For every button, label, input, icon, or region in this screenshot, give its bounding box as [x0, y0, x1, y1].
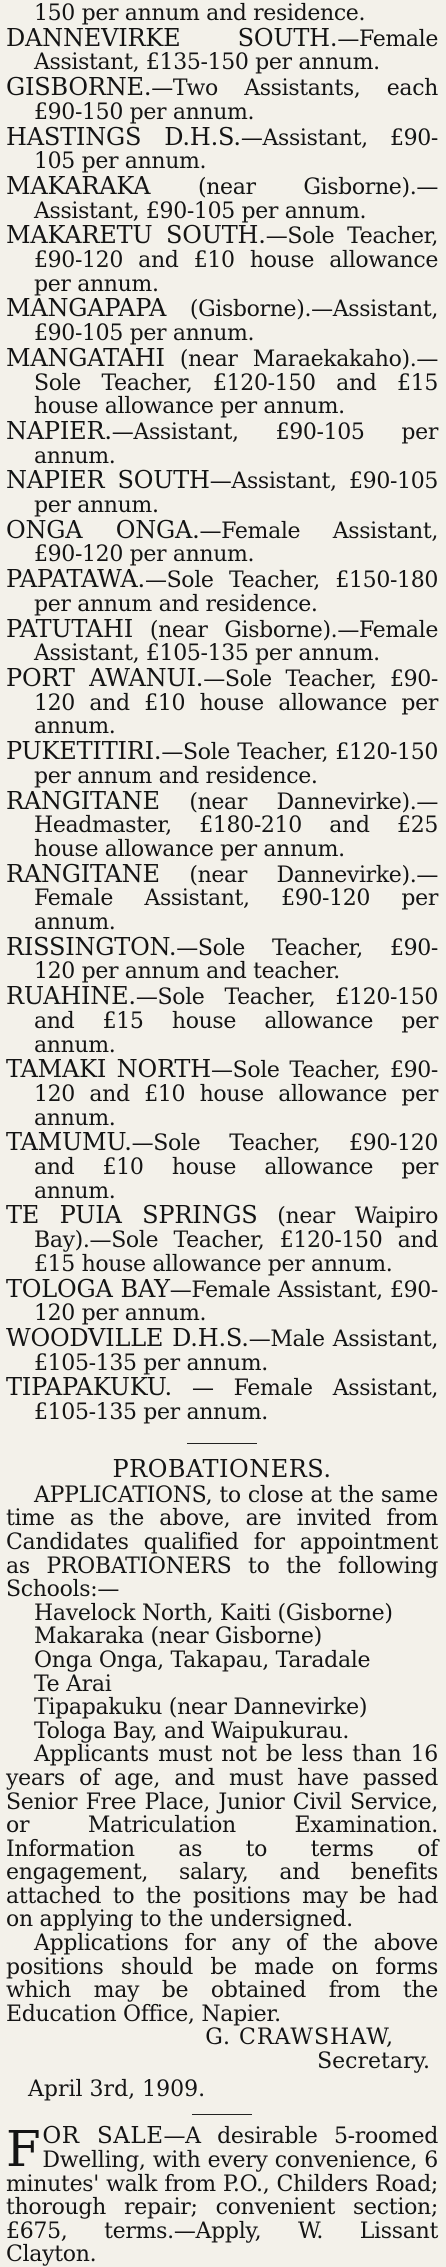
vacancy-item: [6, 1274, 438, 1327]
vacancy-item: [6, 663, 438, 740]
section-divider: [187, 1443, 257, 1444]
probationers-heading: PROBATIONERS.: [112, 1454, 332, 1483]
probationers-requirements: Applicants must not be less than 16 years of age, and must have passed Senior Free Place, Junior Civil Service, or Matriculation Examination. Information as to terms of engagement, salary, and benefits attached to the positions may be had on applying to the undersigned.: [6, 1742, 438, 1933]
vacancy-place: RANGITANE: [6, 786, 160, 815]
vacancy-text: —Female Assistant, £90-120 per annum.: [34, 1277, 438, 1327]
vacancy-text: (near Dannevirke).—Headmaster, £180-210 and £25 house allowance per annum.: [34, 789, 438, 862]
vacancy-text: —Female Assistant, £90-120 per annum.: [34, 518, 438, 568]
vacancy-item: [6, 343, 438, 420]
vacancy-place: NAPIER SOUTH: [6, 466, 210, 495]
for-sale-body: —A desirable 5-roomed Dwelling, with every convenience, 6 minutes' walk from P.O., Childers Road; thorough repair; convenient section; £675, terms.—Apply, W. Lissant Clayton.: [6, 2124, 438, 2267]
vacancy-text: (near Dannevirke).—Female Assistant, £90-120 per annum.: [34, 862, 438, 936]
vacancy-text: — Female Assistant, £105-135 per annum.: [34, 1376, 438, 1426]
for-sale-lead: OR SALE: [42, 2123, 164, 2150]
school-list-item: Tipapakuku (near Dannevirke): [34, 1695, 368, 1721]
vacancy-item: [6, 932, 438, 985]
probationers-forms: Applications for any of the above positions should be made on forms which may be obtained from the Education Office, Napier.: [6, 1931, 438, 2027]
vacancy-item: [6, 1128, 438, 1204]
vacancy-place: GISBORNE.: [6, 73, 152, 102]
vacancy-place: MANGATAHI: [6, 343, 165, 372]
vacancy-item: [6, 122, 438, 175]
signatory-title: Secretary.: [317, 2049, 430, 2075]
vacancy-place: RUAHINE.: [6, 982, 136, 1011]
vacancy-text: (Gisborne).—Assistant, £90-105 per annum.: [34, 297, 438, 347]
vacancy-text: —Female Assistant, £135-150 per annum.: [34, 26, 438, 76]
vacancy-item: [6, 171, 438, 224]
vacancy-item: [6, 982, 438, 1058]
vacancy-text: (near Waipiro Bay).—Sole Teacher, £120-150 and £15 house allowance per annum.: [34, 1204, 438, 1277]
vacancy-text: —Sole Teacher, £90-120 and £10 house allowance per annum.: [34, 1131, 438, 1204]
vacancy-text: —Assistant, £90-105 per annum.: [34, 125, 438, 175]
vacancy-item: [6, 1373, 438, 1426]
vacancy-item: [6, 565, 438, 617]
vacancy-place: NAPIER.: [6, 416, 112, 445]
vacancy-text: —Sole Teacher, £90-120 and £10 house allowance per annum.: [34, 224, 439, 297]
vacancy-place: WOODVILLE D.H.S.: [6, 1323, 249, 1352]
vacancy-place: MANGAPAPA: [6, 294, 167, 323]
vacancy-place: DANNEVIRKE SOUTH.: [6, 23, 338, 52]
for-sale-text: [6, 2120, 438, 2267]
drop-cap: F: [6, 2120, 41, 2179]
vacancy-place: ONGA ONGA.: [6, 515, 200, 544]
for-sale-notice: [6, 2120, 438, 2267]
vacancy-text: —Two Assistants, each £90-150 per annum.: [34, 76, 438, 125]
probationers-section: [6, 1456, 438, 2103]
vacancy-item: [6, 737, 438, 789]
school-list-item: Onga Onga, Takapau, Taradale: [34, 1647, 371, 1673]
vacancy-item: [6, 1055, 438, 1131]
vacancy-place: TAMAKI NORTH: [6, 1055, 211, 1084]
vacancy-list: [6, 2, 438, 1425]
school-list-item: Te Arai: [34, 1671, 112, 1697]
school-list-item: Havelock North, Kaiti (Gisborne): [34, 1600, 393, 1626]
vacancy-place: TE PUIA SPRINGS: [6, 1201, 258, 1230]
vacancy-place: PUKETITIRI.: [6, 737, 162, 766]
vacancy-place: MAKARETU SOUTH.: [6, 221, 266, 250]
section-divider: [192, 2114, 252, 2115]
vacancy-place: MAKARAKA: [6, 171, 151, 200]
vacancy-item: [6, 73, 438, 125]
vacancy-place: PAPATAWA.: [6, 565, 145, 594]
vacancy-text: (near Gisborne).—Female Assistant, £105-135 per annum.: [34, 617, 438, 667]
vacancy-place: TOLOGA BAY: [6, 1274, 170, 1303]
vacancy-text: (near Maraekakaho).—Sole Teacher, £120-150 and £15 house allowance per annum.: [34, 346, 438, 420]
vacancy-text: —Assistant, £90-105 per annum.: [34, 469, 439, 519]
vacancy-text: —Male Assistant, £105-135 per annum.: [34, 1326, 438, 1376]
vacancy-place: HASTINGS D.H.S.: [6, 122, 241, 151]
probationers-intro: APPLICATIONS, to close at the same time as the above, are invited from Candidates qualified for appointment as PROBATIONERS to the following Schools:—: [6, 1482, 438, 1603]
vacancy-text: —Sole Teacher, £120-150 per annum and residence.: [34, 740, 438, 789]
vacancy-text: —Sole Teacher, £150-180 per annum and residence.: [34, 568, 438, 617]
vacancy-item: [6, 221, 439, 297]
vacancy-item: [6, 1323, 438, 1376]
vacancy-item: [6, 294, 438, 347]
vacancy-item: [6, 515, 438, 568]
vacancy-place: PATUTAHI: [6, 614, 134, 643]
vacancy-text: —Sole Teacher, £120-150 and £15 house allowance per annum.: [34, 985, 438, 1058]
vacancy-item: [6, 786, 438, 862]
notice-date: April 3rd, 1909.: [28, 2077, 206, 2103]
vacancy-item: [6, 416, 438, 469]
vacancy-text: —Sole Teacher, £90-120 and £10 house allowance per annum.: [34, 666, 438, 740]
vacancy-item: [6, 1201, 438, 1277]
vacancy-text: —Sole Teacher, £90-120 per annum and teacher.: [34, 935, 438, 985]
vacancy-place: RISSINGTON.: [6, 932, 177, 961]
vacancy-item: [6, 23, 438, 76]
vacancy-continuation: 150 per annum and residence.: [34, 1, 366, 26]
vacancy-place: TIPAPAKUKU.: [6, 1373, 172, 1402]
vacancy-text: —Sole Teacher, £90-120 and £10 house allowance per annum.: [34, 1058, 438, 1131]
vacancy-text: (near Gisborne).—Assistant, £90-105 per annum.: [34, 174, 438, 224]
vacancy-item: [6, 859, 438, 936]
vacancy-text: —Assistant, £90-105 per annum.: [34, 419, 438, 469]
school-list: [6, 1602, 438, 1744]
vacancy-item: [6, 614, 438, 667]
school-list-item: Makaraka (near Gisborne): [34, 1624, 322, 1650]
vacancy-item: [6, 466, 439, 519]
signatory-name: G. CRAWSHAW,: [205, 2025, 394, 2051]
vacancy-place: RANGITANE: [6, 859, 160, 888]
vacancy-place: PORT AWANUI.: [6, 663, 204, 692]
school-list-item: Tologa Bay, and Waipukurau.: [34, 1718, 350, 1744]
vacancy-place: TAMUMU.: [6, 1128, 132, 1157]
